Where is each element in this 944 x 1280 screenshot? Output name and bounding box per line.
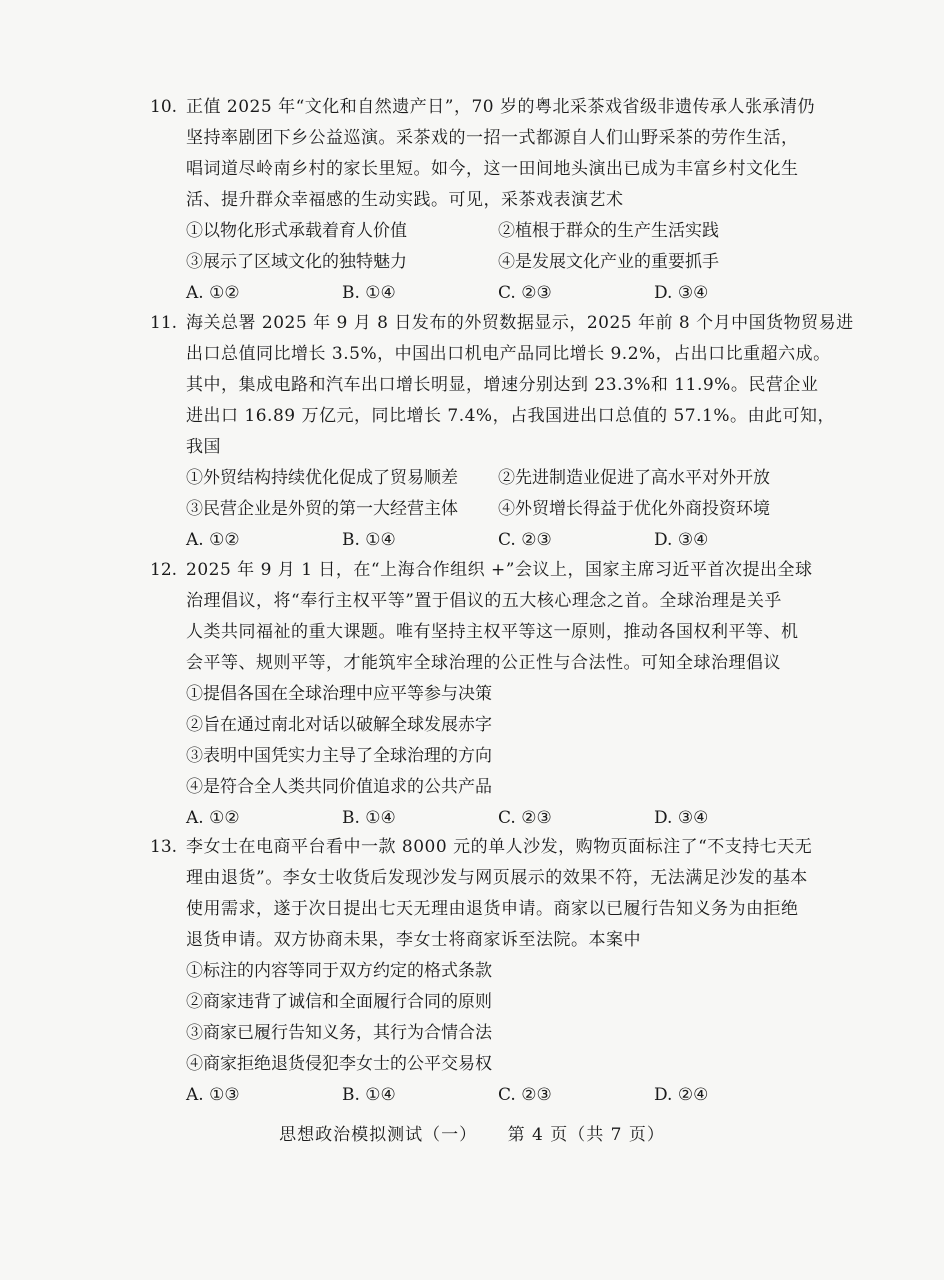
choice-b: B. ①④: [342, 1085, 396, 1105]
question-12: [150, 555, 813, 834]
choice-b: B. ①④: [342, 530, 396, 550]
option-item: ④是发展文化产业的重要抓手: [498, 252, 719, 272]
stem-line: 退货申请。双方协商未果，李女士将商家诉至法院。本案中: [186, 930, 641, 950]
option-item: ①标注的内容等同于双方约定的格式条款: [186, 961, 492, 981]
question-number: 10.: [150, 97, 178, 117]
option-item: ①以物化形式承载着育人价值: [186, 221, 407, 241]
stem-line: 2025 年 9 月 1 日，在“上海合作组织 +”会议上，国家主席习近平首次提出全球: [186, 560, 813, 580]
option-list: [186, 679, 810, 803]
question-stem: [186, 832, 813, 956]
question-stem: [186, 308, 854, 463]
stem-line: 我国: [186, 437, 221, 457]
choice-d: D. ③④: [654, 808, 709, 828]
answer-choices: [186, 525, 810, 556]
option-item: ④商家拒绝退货侵犯李女士的公平交易权: [186, 1054, 492, 1074]
option-list: [186, 956, 810, 1080]
question-stem: [186, 555, 813, 679]
choice-c: C. ②③: [498, 808, 552, 828]
question-number: 11.: [150, 313, 178, 333]
stem-line: 海关总署 2025 年 9 月 8 日发布的外贸数据显示，2025 年前 8 个月中国货物贸易进: [186, 313, 854, 333]
exam-title: 思想政治模拟测试（一）: [279, 1125, 478, 1145]
choice-d: D. ②④: [654, 1085, 709, 1105]
stem-line: 正值 2025 年“文化和自然遗产日”，70 岁的粤北采茶戏省级非遗传承人张承清仍: [186, 97, 815, 117]
option-item: ③民营企业是外贸的第一大经营主体: [186, 499, 458, 519]
option-list: [186, 216, 810, 278]
question-number: 12.: [150, 560, 178, 580]
stem-line: 治理倡议，将“奉行主权平等”置于倡议的五大核心理念之首。全球治理是关乎: [186, 591, 782, 611]
stem-line: 坚持率剧团下乡公益巡演。采茶戏的一招一式都源自人们山野采茶的劳作生活，: [186, 128, 799, 148]
question-13: [150, 832, 813, 1111]
choice-d: D. ③④: [654, 530, 709, 550]
stem-line: 唱词道尽岭南乡村的家长里短。如今，这一田间地头演出已成为丰富乡村文化生: [186, 159, 799, 179]
option-item: ③商家已履行告知义务，其行为合情合法: [186, 1023, 492, 1043]
stem-line: 会平等、规则平等，才能筑牢全球治理的公正性与合法性。可知全球治理倡议: [186, 653, 781, 673]
stem-line: 出口总值同比增长 3.5%，中国出口机电产品同比增长 9.2%，占出口比重超六成。: [186, 344, 831, 364]
option-item: ①外贸结构持续优化促成了贸易顺差: [186, 468, 458, 488]
option-item: ④外贸增长得益于优化外商投资环境: [498, 499, 770, 519]
choice-a: A. ①②: [186, 808, 240, 828]
option-item: ③展示了区域文化的独特魅力: [186, 252, 407, 272]
question-10: [150, 92, 815, 309]
choice-a: A. ①②: [186, 283, 240, 303]
choice-a: A. ①③: [186, 1085, 240, 1105]
stem-line: 活、提升群众幸福感的生动实践。可见，采茶戏表演艺术: [186, 190, 624, 210]
question-stem: [186, 92, 815, 216]
stem-line: 使用需求，遂于次日提出七天无理由退货申请。商家以已履行告知义务为由拒绝: [186, 899, 799, 919]
choice-d: D. ③④: [654, 283, 709, 303]
option-item: ②旨在通过南北对话以破解全球发展赤字: [186, 715, 492, 735]
answer-choices: [186, 803, 810, 834]
stem-line: 其中，集成电路和汽车出口增长明显，增速分别达到 23.3%和 11.9%。民营企业: [186, 375, 819, 395]
stem-line: 进出口 16.89 万亿元，同比增长 7.4%，占我国进出口总值的 57.1%。由此可知，: [186, 406, 835, 426]
stem-line: 人类共同福祉的重大课题。唯有坚持主权平等这一原则，推动各国权利平等、机: [186, 622, 799, 642]
stem-line: 理由退货”。李女士收货后发现沙发与网页展示的效果不符，无法满足沙发的基本: [186, 868, 808, 888]
choice-c: C. ②③: [498, 1085, 552, 1105]
choice-b: B. ①④: [342, 808, 396, 828]
option-item: ④是符合全人类共同价值追求的公共产品: [186, 777, 492, 797]
option-list: [186, 463, 810, 525]
choice-c: C. ②③: [498, 283, 552, 303]
option-item: ②植根于群众的生产生活实践: [498, 221, 719, 241]
question-11: [150, 308, 854, 556]
answer-choices: [186, 278, 810, 309]
choice-a: A. ①②: [186, 530, 240, 550]
page-footer: [0, 1120, 944, 1145]
answer-choices: [186, 1080, 810, 1111]
option-item: ③表明中国凭实力主导了全球治理的方向: [186, 746, 492, 766]
option-item: ①提倡各国在全球治理中应平等参与决策: [186, 684, 492, 704]
stem-line: 李女士在电商平台看中一款 8000 元的单人沙发，购物页面标注了“不支持七天无: [186, 837, 813, 857]
question-number: 13.: [150, 837, 178, 857]
option-item: ②商家违背了诚信和全面履行合同的原则: [186, 992, 492, 1012]
choice-b: B. ①④: [342, 283, 396, 303]
page-number: 第 4 页（共 7 页）: [507, 1125, 665, 1145]
choice-c: C. ②③: [498, 530, 552, 550]
option-item: ②先进制造业促进了高水平对外开放: [498, 468, 770, 488]
